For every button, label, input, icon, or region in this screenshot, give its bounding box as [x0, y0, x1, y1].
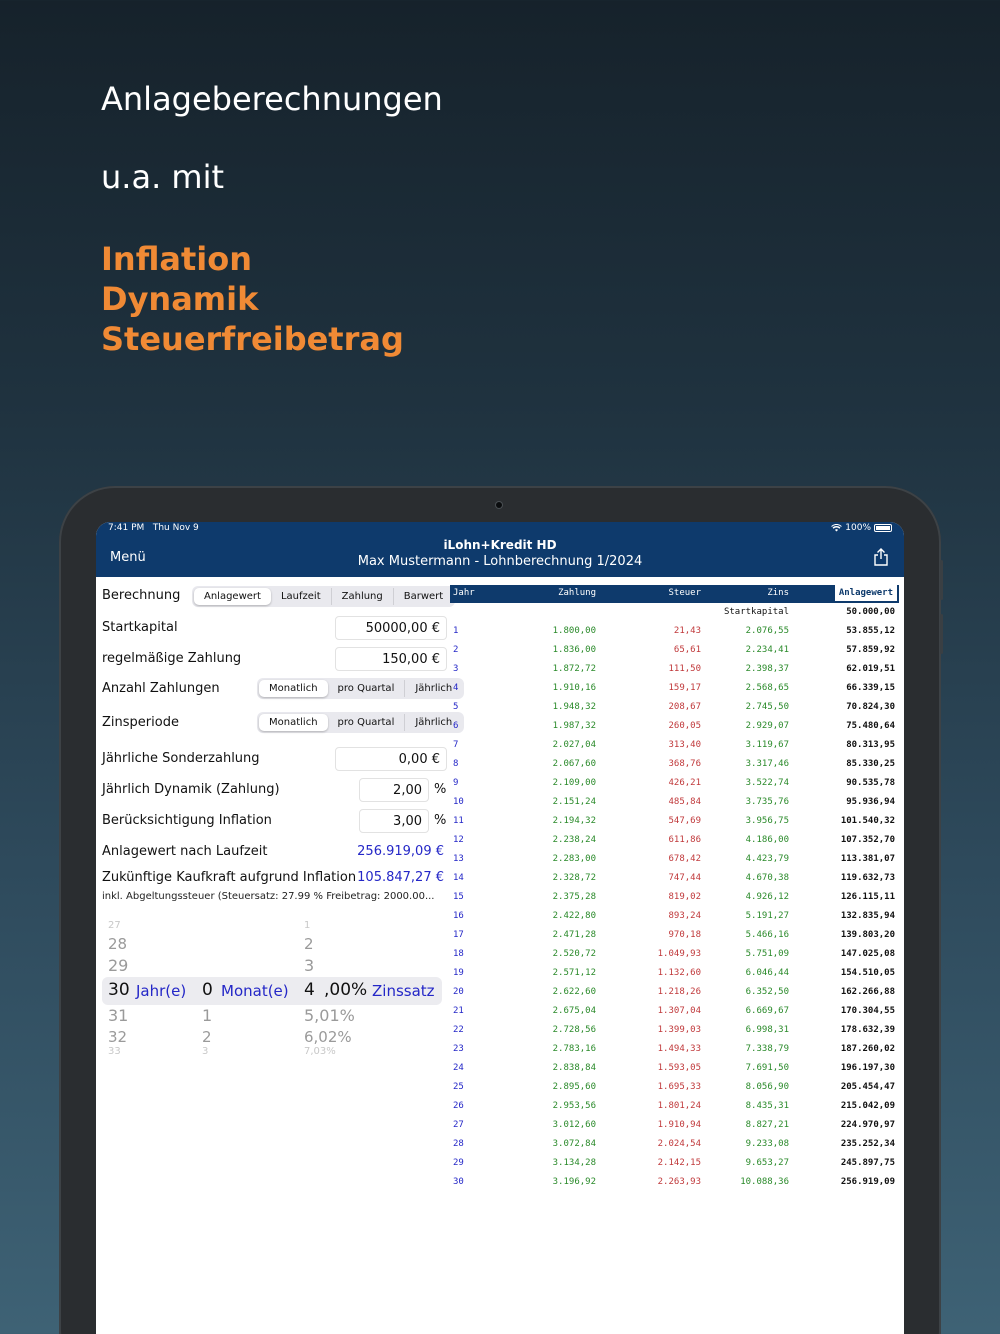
- table-row: [450, 1155, 899, 1174]
- cell-anlagewert: 90.535,78: [846, 778, 895, 788]
- table-row: [450, 832, 899, 851]
- battery-percent: 100%: [845, 523, 871, 533]
- segment-anzahl-quartal[interactable]: pro Quartal: [328, 680, 406, 697]
- cell-zins: 3.956,75: [745, 816, 789, 826]
- cell-steuer: 208,67: [668, 702, 701, 712]
- picker-month-item[interactable]: 3: [202, 1046, 209, 1057]
- cell-steuer: 2.142,15: [657, 1158, 701, 1168]
- cell-zahlung: 2.471,28: [552, 930, 596, 940]
- cell-jahr: 21: [453, 1006, 464, 1016]
- cell-steuer: 485,84: [668, 797, 701, 807]
- cell-jahr: 13: [453, 854, 464, 864]
- battery-icon: [874, 524, 892, 532]
- dynamik-label: Jährlich Dynamik (Zahlung): [102, 782, 280, 797]
- picker-year-item[interactable]: 32: [108, 1028, 128, 1046]
- promo-highlight-dynamik: Dynamik: [101, 280, 259, 318]
- cell-zahlung: 3.134,28: [552, 1158, 596, 1168]
- cell-jahr: 6: [453, 721, 459, 731]
- table-row: [450, 661, 899, 680]
- cell-zins: 5.466,16: [745, 930, 789, 940]
- picker-rate-label: Zinssatz: [372, 982, 435, 1000]
- cell-anlagewert: 53.855,12: [846, 626, 895, 636]
- cell-jahr: 18: [453, 949, 464, 959]
- cell-zins: 3.735,76: [745, 797, 789, 807]
- table-row: [450, 775, 899, 794]
- segment-anzahl-jaehrlich[interactable]: Jährlich: [415, 683, 453, 694]
- table-row: [450, 718, 899, 737]
- cell-zahlung: 2.027,04: [552, 740, 596, 750]
- berechnung-segmented-control: [192, 586, 455, 607]
- zahlung-field[interactable]: 150,00 €: [335, 647, 447, 671]
- input-form: [96, 577, 453, 1334]
- cell-anlagewert: 107.352,70: [840, 835, 895, 845]
- cell-jahr: 8: [453, 759, 459, 769]
- cell-anlagewert: 80.313,95: [846, 740, 895, 750]
- cell-anlagewert: 85.330,25: [846, 759, 895, 769]
- startkapital-row-value: 50.000,00: [846, 607, 895, 617]
- picker-rate-item[interactable]: 2: [304, 935, 314, 953]
- cell-zins: 7.691,50: [745, 1063, 789, 1073]
- cell-jahr: 5: [453, 702, 459, 712]
- promo-line-2: u.a. mit: [101, 158, 225, 196]
- segment-zins-quartal[interactable]: pro Quartal: [328, 714, 406, 731]
- header-zahlung: Zahlung: [558, 588, 596, 598]
- wifi-icon: [831, 524, 842, 532]
- cell-anlagewert: 101.540,32: [840, 816, 895, 826]
- segment-anlagewert[interactable]: Anlagewert: [194, 588, 271, 605]
- cell-zahlung: 2.520,72: [552, 949, 596, 959]
- cell-steuer: 893,24: [668, 911, 701, 921]
- inflation-unit: %: [434, 813, 447, 828]
- zinsperiode-segmented-control: [257, 712, 464, 733]
- cell-steuer: 65,61: [673, 645, 701, 655]
- promo-highlight-steuerfreibetrag: Steuerfreibetrag: [101, 320, 404, 358]
- picker-rate-item[interactable]: 6,02%: [304, 1028, 352, 1046]
- segment-laufzeit[interactable]: Laufzeit: [271, 588, 332, 605]
- cell-steuer: 1.049,93: [657, 949, 701, 959]
- promo-highlight-inflation: Inflation: [101, 240, 253, 278]
- cell-jahr: 27: [453, 1120, 464, 1130]
- cell-jahr: 2: [453, 645, 459, 655]
- cell-zins: 4.423,79: [745, 854, 789, 864]
- header-steuer: Steuer: [668, 588, 701, 598]
- navigation-bar: [96, 522, 904, 577]
- cell-anlagewert: 113.381,07: [840, 854, 895, 864]
- cell-jahr: 25: [453, 1082, 464, 1092]
- cell-jahr: 30: [453, 1177, 464, 1187]
- picker-month-item[interactable]: 2: [202, 1028, 212, 1046]
- cell-steuer: 1.307,04: [657, 1006, 701, 1016]
- cell-steuer: 1.801,24: [657, 1101, 701, 1111]
- anzahl-zahlungen-label: Anzahl Zahlungen: [102, 681, 220, 696]
- cell-zahlung: 2.622,60: [552, 987, 596, 997]
- status-date: Thu Nov 9: [152, 523, 199, 533]
- cell-steuer: 1.910,94: [657, 1120, 701, 1130]
- cell-jahr: 16: [453, 911, 464, 921]
- cell-jahr: 24: [453, 1063, 464, 1073]
- startkapital-field[interactable]: 50000,00 €: [335, 616, 447, 640]
- cell-steuer: 1.218,26: [657, 987, 701, 997]
- cell-zins: 2.398,37: [745, 664, 789, 674]
- cell-zahlung: 2.194,32: [552, 816, 596, 826]
- cell-zahlung: 2.675,04: [552, 1006, 596, 1016]
- cell-jahr: 19: [453, 968, 464, 978]
- segment-zins-monatlich[interactable]: Monatlich: [259, 714, 328, 731]
- table-row: [450, 1098, 899, 1117]
- volume-down-button: [940, 614, 943, 654]
- cell-zahlung: 3.072,84: [552, 1139, 596, 1149]
- app-subtitle: Max Mustermann - Lohnberechnung 1/2024: [357, 554, 643, 569]
- picker-rate-selected[interactable]: 4: [304, 980, 315, 1000]
- cell-zins: 2.745,50: [745, 702, 789, 712]
- cell-zins: 10.088,36: [740, 1177, 789, 1187]
- cell-steuer: 111,50: [668, 664, 701, 674]
- cell-steuer: 426,21: [668, 778, 701, 788]
- cell-anlagewert: 162.266,88: [840, 987, 895, 997]
- cell-zins: 4.926,12: [745, 892, 789, 902]
- cell-steuer: 2.024,54: [657, 1139, 701, 1149]
- kaufkraft-value: 105.847,27 €: [357, 870, 444, 885]
- cell-zahlung: 2.238,24: [552, 835, 596, 845]
- cell-zins: 8.827,21: [745, 1120, 789, 1130]
- sonderzahlung-label: Jährliche Sonderzahlung: [102, 751, 260, 766]
- cell-jahr: 28: [453, 1139, 464, 1149]
- cell-zins: 8.435,31: [745, 1101, 789, 1111]
- cell-anlagewert: 139.803,20: [840, 930, 895, 940]
- cell-anlagewert: 147.025,08: [840, 949, 895, 959]
- cell-zahlung: 2.375,28: [552, 892, 596, 902]
- table-row: [450, 851, 899, 870]
- table-row: [450, 1174, 899, 1193]
- picker-year-item[interactable]: 31: [108, 1006, 129, 1025]
- cell-jahr: 23: [453, 1044, 464, 1054]
- table-row: [450, 642, 899, 661]
- cell-steuer: 747,44: [668, 873, 701, 883]
- cell-zahlung: 1.872,72: [552, 664, 596, 674]
- cell-steuer: 611,86: [668, 835, 701, 845]
- cell-anlagewert: 70.824,30: [846, 702, 895, 712]
- inflation-label: Berücksichtigung Inflation: [102, 813, 272, 828]
- segment-anzahl-monatlich[interactable]: Monatlich: [259, 680, 328, 697]
- cell-zahlung: 2.571,12: [552, 968, 596, 978]
- cell-zahlung: 2.151,24: [552, 797, 596, 807]
- cell-jahr: 20: [453, 987, 464, 997]
- app-title: iLohn+Kredit HD: [443, 538, 557, 552]
- cell-jahr: 1: [453, 626, 459, 636]
- picker-year-item[interactable]: 33: [108, 1046, 121, 1057]
- cell-zins: 4.186,00: [745, 835, 789, 845]
- cell-zins: 3.119,67: [745, 740, 789, 750]
- cell-zins: 6.669,67: [745, 1006, 789, 1016]
- cell-jahr: 26: [453, 1101, 464, 1111]
- cell-anlagewert: 205.454,47: [840, 1082, 895, 1092]
- cell-steuer: 1.132,60: [657, 968, 701, 978]
- kaufkraft-label: Zukünftige Kaufkraft aufgrund Inflation: [102, 870, 357, 885]
- table-row: [450, 1003, 899, 1022]
- cell-zahlung: 1.800,00: [552, 626, 596, 636]
- picker-year-item[interactable]: 27: [108, 920, 121, 931]
- cell-zins: 8.056,90: [745, 1082, 789, 1092]
- cell-jahr: 17: [453, 930, 464, 940]
- anlagewert-label: Anlagewert nach Laufzeit: [102, 844, 268, 859]
- table-row: [450, 870, 899, 889]
- sonderzahlung-field[interactable]: 0,00 €: [335, 747, 447, 771]
- table-row: [450, 1060, 899, 1079]
- cell-steuer: 1.399,03: [657, 1025, 701, 1035]
- header-anlagewert: Anlagewert: [835, 585, 897, 601]
- cell-steuer: 1.494,33: [657, 1044, 701, 1054]
- cell-steuer: 313,40: [668, 740, 701, 750]
- cell-anlagewert: 154.510,05: [840, 968, 895, 978]
- cell-zins: 9.653,27: [745, 1158, 789, 1168]
- volume-up-button: [940, 560, 943, 600]
- cell-jahr: 3: [453, 664, 459, 674]
- cell-zins: 2.929,07: [745, 721, 789, 731]
- cell-anlagewert: 196.197,30: [840, 1063, 895, 1073]
- table-row-start: [450, 604, 899, 623]
- cell-zahlung: 1.987,32: [552, 721, 596, 731]
- tax-note: inkl. Abgeltungssteuer (Steuersatz: 27.99 % Freibetrag: 2000.00...: [102, 891, 435, 902]
- cell-anlagewert: 245.897,75: [840, 1158, 895, 1168]
- dynamik-field[interactable]: 2,00: [359, 778, 429, 802]
- table-row: [450, 813, 899, 832]
- status-indicators: [831, 523, 892, 533]
- table-row: [450, 1117, 899, 1136]
- table-row: [450, 756, 899, 775]
- table-row: [450, 623, 899, 642]
- picker-month-label: Monat(e): [221, 982, 289, 1000]
- cell-zahlung: 2.283,00: [552, 854, 596, 864]
- cell-zahlung: 2.783,16: [552, 1044, 596, 1054]
- anzahl-zahlungen-segmented-control: [257, 678, 464, 699]
- zinsperiode-label: Zinsperiode: [102, 715, 179, 730]
- cell-zins: 3.522,74: [745, 778, 789, 788]
- cell-steuer: 1.695,33: [657, 1082, 701, 1092]
- cell-anlagewert: 119.632,73: [840, 873, 895, 883]
- table-row: [450, 927, 899, 946]
- cell-zins: 5.191,27: [745, 911, 789, 921]
- cell-zahlung: 3.196,92: [552, 1177, 596, 1187]
- cell-jahr: 10: [453, 797, 464, 807]
- picker-rate-item[interactable]: 7,03%: [304, 1046, 336, 1057]
- startkapital-row-label: Startkapital: [723, 607, 789, 617]
- cell-steuer: 368,76: [668, 759, 701, 769]
- cell-jahr: 29: [453, 1158, 464, 1168]
- cell-zins: 6.352,50: [745, 987, 789, 997]
- cell-zins: 9.233,08: [745, 1139, 789, 1149]
- cell-zins: 6.046,44: [745, 968, 789, 978]
- cell-zins: 6.998,31: [745, 1025, 789, 1035]
- cell-zins: 3.317,46: [745, 759, 789, 769]
- cell-anlagewert: 132.835,94: [840, 911, 895, 921]
- anlagewert-value: 256.919,09 €: [357, 844, 444, 859]
- cell-anlagewert: 66.339,15: [846, 683, 895, 693]
- cell-zins: 2.076,55: [745, 626, 789, 636]
- cell-anlagewert: 170.304,55: [840, 1006, 895, 1016]
- table-row: [450, 984, 899, 1003]
- cell-jahr: 14: [453, 873, 464, 883]
- cell-anlagewert: 62.019,51: [846, 664, 895, 674]
- cell-steuer: 678,42: [668, 854, 701, 864]
- picker-rate-suffix: ,00%: [324, 980, 368, 1000]
- cell-jahr: 11: [453, 816, 464, 826]
- table-row: [450, 794, 899, 813]
- segment-zahlung[interactable]: Zahlung: [332, 588, 394, 605]
- cell-zahlung: 2.728,56: [552, 1025, 596, 1035]
- cell-zins: 7.338,79: [745, 1044, 789, 1054]
- cell-jahr: 12: [453, 835, 464, 845]
- cell-anlagewert: 215.042,09: [840, 1101, 895, 1111]
- table-row: [450, 908, 899, 927]
- picker-year-selected[interactable]: 30: [108, 980, 130, 1000]
- cell-anlagewert: 224.970,97: [840, 1120, 895, 1130]
- segment-barwert[interactable]: Barwert: [403, 591, 444, 602]
- camera-dot: [496, 502, 502, 508]
- cell-jahr: 22: [453, 1025, 464, 1035]
- segment-zins-jaehrlich[interactable]: Jährlich: [415, 717, 453, 728]
- status-time: 7:41 PM Thu Nov 9: [108, 523, 199, 533]
- table-row: [450, 1022, 899, 1041]
- promo-line-1: Anlageberechnungen: [101, 80, 443, 118]
- cell-steuer: 1.593,05: [657, 1063, 701, 1073]
- picker-month-selected[interactable]: 0: [202, 980, 213, 1000]
- cell-steuer: 2.263,93: [657, 1177, 701, 1187]
- cell-zahlung: 2.328,72: [552, 873, 596, 883]
- header-zins: Zins: [767, 588, 789, 598]
- cell-jahr: 4: [453, 683, 459, 693]
- cell-zahlung: 2.838,84: [552, 1063, 596, 1073]
- berechnung-label: Berechnung: [102, 588, 181, 603]
- cell-steuer: 21,43: [673, 626, 701, 636]
- zahlung-label: regelmäßige Zahlung: [102, 651, 242, 666]
- picker-rate-item[interactable]: 1: [304, 920, 311, 931]
- cell-steuer: 260,05: [668, 721, 701, 731]
- menu-button[interactable]: Menü: [110, 550, 146, 565]
- cell-steuer: 159,17: [668, 683, 701, 693]
- cell-anlagewert: 75.480,64: [846, 721, 895, 731]
- table-row: [450, 737, 899, 756]
- cell-zahlung: 1.836,00: [552, 645, 596, 655]
- dynamik-unit: %: [434, 782, 447, 797]
- picker-year-item[interactable]: 28: [108, 935, 128, 953]
- inflation-field[interactable]: 3,00: [359, 809, 429, 833]
- cell-zahlung: 2.953,56: [552, 1101, 596, 1111]
- table-row: [450, 889, 899, 908]
- cell-anlagewert: 187.260,02: [840, 1044, 895, 1054]
- cell-anlagewert: 178.632,39: [840, 1025, 895, 1035]
- header-jahr: Jahr: [453, 588, 475, 598]
- cell-jahr: 7: [453, 740, 459, 750]
- picker-rate-item[interactable]: 3: [304, 956, 315, 975]
- cell-anlagewert: 95.936,94: [846, 797, 895, 807]
- table-row: [450, 1136, 899, 1155]
- table-row: [450, 699, 899, 718]
- picker-month-item[interactable]: 1: [202, 1006, 213, 1025]
- table-row: [450, 946, 899, 965]
- picker-rate-item[interactable]: 5,01%: [304, 1006, 355, 1025]
- cell-zahlung: 2.422,80: [552, 911, 596, 921]
- cell-steuer: 819,02: [668, 892, 701, 902]
- cell-zins: 2.568,65: [745, 683, 789, 693]
- table-row: [450, 680, 899, 699]
- cell-anlagewert: 126.115,11: [840, 892, 895, 902]
- table-row: [450, 1041, 899, 1060]
- cell-anlagewert: 57.859,92: [846, 645, 895, 655]
- app-screen: [96, 522, 904, 1334]
- cell-zins: 4.670,38: [745, 873, 789, 883]
- share-icon[interactable]: [873, 548, 889, 566]
- cell-anlagewert: 235.252,34: [840, 1139, 895, 1149]
- cell-anlagewert: 256.919,09: [840, 1177, 895, 1187]
- cell-zahlung: 2.067,60: [552, 759, 596, 769]
- table-row: [450, 965, 899, 984]
- picker-year-item[interactable]: 29: [108, 956, 129, 975]
- cell-zahlung: 2.895,60: [552, 1082, 596, 1092]
- startkapital-label: Startkapital: [102, 620, 178, 635]
- cell-jahr: 15: [453, 892, 464, 902]
- cell-zins: 5.751,09: [745, 949, 789, 959]
- cell-zahlung: 1.910,16: [552, 683, 596, 693]
- table-header: [450, 585, 899, 603]
- cell-zahlung: 2.109,00: [552, 778, 596, 788]
- laufzeit-zins-picker[interactable]: [102, 922, 442, 1067]
- cell-zins: 2.234,41: [745, 645, 789, 655]
- cell-zahlung: 3.012,60: [552, 1120, 596, 1130]
- cell-jahr: 9: [453, 778, 459, 788]
- picker-year-label: Jahr(e): [136, 982, 187, 1000]
- table-row: [450, 1079, 899, 1098]
- cell-zahlung: 1.948,32: [552, 702, 596, 712]
- cell-steuer: 970,18: [668, 930, 701, 940]
- cell-steuer: 547,69: [668, 816, 701, 826]
